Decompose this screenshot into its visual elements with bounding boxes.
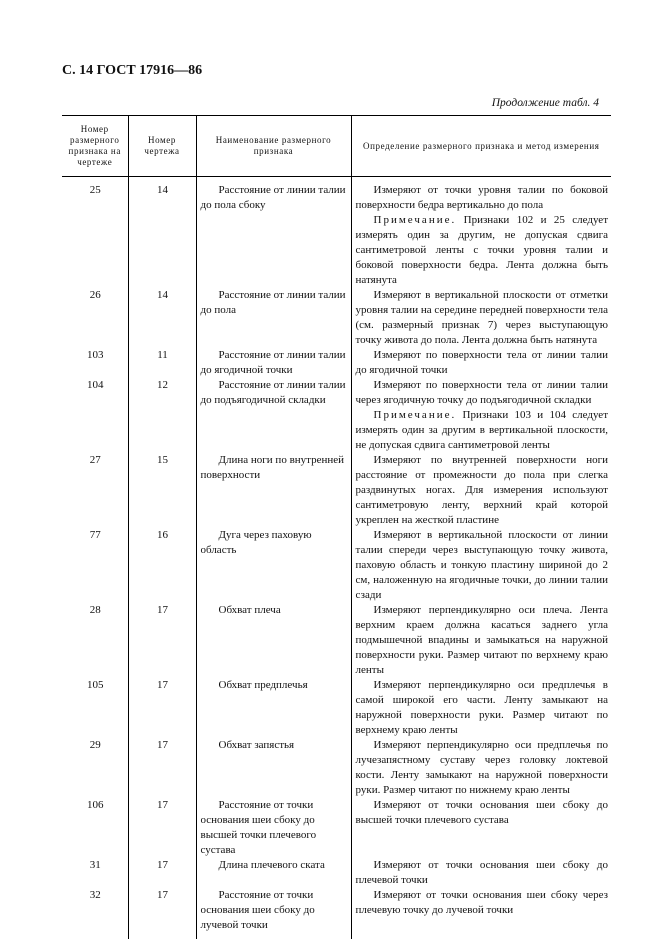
table-row <box>62 177 611 289</box>
definition-text: Измеряют от точки основания шеи сбоку до плечевой точки <box>356 858 609 888</box>
definition-cell <box>351 738 611 798</box>
definition-text: Измеряют от точки уровня талии по боковой поверхности бедра вертикально до пола <box>356 183 609 213</box>
drawing-number: 17 <box>128 603 196 678</box>
row-number: 27 <box>62 453 128 528</box>
feature-name-cell <box>196 738 351 798</box>
definition-text: Измеряют перпендикулярно оси предплечья по лучезапястному суставу через головку локтевой кости. Ленту замыкают на наружной поверхности руки. Размер читают по нижнему краю ленты <box>356 738 609 798</box>
definition-cell <box>351 798 611 858</box>
feature-name: Обхват запястья <box>201 738 348 753</box>
table-row <box>62 738 611 798</box>
definition-cell <box>351 528 611 603</box>
definition-text: Измеряют перпендикулярно оси предплечья в самой широкой его части. Ленту замыкают на наружной поверхности руки. Размер читают по верхнему краю ленты <box>356 678 609 738</box>
row-number: 26 <box>62 288 128 348</box>
definition-cell <box>351 858 611 888</box>
drawing-number: 14 <box>128 288 196 348</box>
definition-text: Измеряют в вертикальной плоскости от отметки уровня талии на середине передней поверхности тела (см. размерный признак 7) через выступающую точку живота до пола. Лента должна быть натянута <box>356 288 609 348</box>
drawing-number: 12 <box>128 378 196 453</box>
row-number: 103 <box>62 348 128 378</box>
feature-name-cell <box>196 528 351 603</box>
table-row <box>62 288 611 348</box>
feature-name-cell <box>196 678 351 738</box>
table-row <box>62 453 611 528</box>
drawing-number: 11 <box>128 348 196 378</box>
row-number: 32 <box>62 888 128 933</box>
spacer-cell <box>351 933 611 939</box>
note-text: Признаки 103 и 104 следует измерять один за другим в вертикальной плоскости, не допуская сдвига сантиметровой ленты <box>356 409 609 451</box>
row-number: 106 <box>62 798 128 858</box>
drawing-number: 16 <box>128 528 196 603</box>
note-label: Примечание. <box>374 214 457 226</box>
drawing-number: 15 <box>128 453 196 528</box>
row-number: 77 <box>62 528 128 603</box>
feature-name-cell <box>196 798 351 858</box>
definition-text: Измеряют от точки основания шеи сбоку через плечевую точку до лучевой точки <box>356 888 609 918</box>
drawing-number: 17 <box>128 738 196 798</box>
header-name: Наименование размерного признака <box>196 116 351 177</box>
row-number: 105 <box>62 678 128 738</box>
feature-name: Расстояние от линии талии до пола <box>201 288 348 318</box>
feature-name: Расстояние от линии талии до подъягодичной складки <box>201 378 348 408</box>
spacer-cell <box>128 933 196 939</box>
feature-name: Длина ноги по внутренней поверхности <box>201 453 348 483</box>
feature-name: Расстояние от точки основания шеи сбоку до высшей точки плечевого сустава <box>201 798 348 858</box>
feature-name: Длина плечевого ската <box>201 858 348 873</box>
note-label: Примечание. <box>374 409 457 421</box>
definition-cell <box>351 603 611 678</box>
drawing-number: 17 <box>128 858 196 888</box>
definition-text: Измеряют по внутренней поверхности ноги расстояние от промежности до пола при слегка раздвинутых ногах. Для измерения используют сантиметровую ленту, верхний край которой укреплен на жесткой пластине <box>356 453 609 528</box>
row-number: 28 <box>62 603 128 678</box>
note-block <box>356 408 609 453</box>
table-row <box>62 678 611 738</box>
definition-cell <box>351 888 611 933</box>
feature-name: Расстояние от линии талии до пола сбоку <box>201 183 348 213</box>
definition-cell <box>351 378 611 453</box>
table-body <box>62 177 611 939</box>
page-header: С. 14 ГОСТ 17916—86 <box>62 63 202 79</box>
row-number: 31 <box>62 858 128 888</box>
feature-name: Расстояние от линии талии до ягодичной точки <box>201 348 348 378</box>
table-bottom-spacer <box>62 933 611 939</box>
definition-cell <box>351 177 611 289</box>
feature-name-cell <box>196 603 351 678</box>
drawing-number: 17 <box>128 888 196 933</box>
table-row <box>62 858 611 888</box>
feature-name-cell <box>196 858 351 888</box>
drawing-number: 17 <box>128 798 196 858</box>
feature-name-cell <box>196 348 351 378</box>
spacer-cell <box>62 933 128 939</box>
note-text: Признаки 102 и 25 следует измерять один за другим, не допуская сдвига сантиметровой ленты с точки уровня талии и боковой поверхности бедра. Лента должна быть натянута <box>356 214 609 286</box>
table-row <box>62 798 611 858</box>
definition-text: Измеряют от точки основания шеи сбоку до высшей точки плечевого сустава <box>356 798 609 828</box>
row-number: 25 <box>62 177 128 289</box>
header-drawing: Номер чертежа <box>128 116 196 177</box>
spacer-cell <box>196 933 351 939</box>
definition-text: Измеряют по поверхности тела от линии талии до ягодичной точки <box>356 348 609 378</box>
table-row <box>62 348 611 378</box>
definition-cell <box>351 348 611 378</box>
feature-name-cell <box>196 177 351 289</box>
row-number: 29 <box>62 738 128 798</box>
definition-text: Измеряют в вертикальной плоскости от линии талии спереди через выступающую точку живота, паховую область и тонкую пластину шириной до 2 см, наложенную на ягодичные точки, до линии талии сзади <box>356 528 609 603</box>
feature-name: Обхват плеча <box>201 603 348 618</box>
continuation-label: Продолжение табл. 4 <box>492 97 599 109</box>
feature-name: Расстояние от точки основания шеи сбоку до лучевой точки <box>201 888 348 933</box>
feature-name: Обхват предплечья <box>201 678 348 693</box>
row-number: 104 <box>62 378 128 453</box>
table-row <box>62 528 611 603</box>
feature-name-cell <box>196 288 351 348</box>
feature-name-cell <box>196 888 351 933</box>
definition-cell <box>351 678 611 738</box>
table-header-row <box>62 116 611 177</box>
note-block <box>356 213 609 288</box>
feature-name: Дуга через паховую область <box>201 528 348 558</box>
header-def: Определение размерного признака и метод измерения <box>351 116 611 177</box>
drawing-number: 14 <box>128 177 196 289</box>
measurements-table <box>62 115 611 939</box>
definition-text: Измеряют перпендикулярно оси плеча. Лента верхним краем должна касаться заднего угла подмышечной впадины и замыкаться на наружной поверхности руки. Размер читают по верхнему краю ленты <box>356 603 609 678</box>
drawing-number: 17 <box>128 678 196 738</box>
definition-cell <box>351 288 611 348</box>
table-row <box>62 378 611 453</box>
table-row <box>62 603 611 678</box>
table-row <box>62 888 611 933</box>
feature-name-cell <box>196 378 351 453</box>
feature-name-cell <box>196 453 351 528</box>
header-num: Номер размерного признака на чертеже <box>62 116 128 177</box>
definition-cell <box>351 453 611 528</box>
definition-text: Измеряют по поверхности тела от линии талии через ягодичную точку до подъягодичной складки <box>356 378 609 408</box>
